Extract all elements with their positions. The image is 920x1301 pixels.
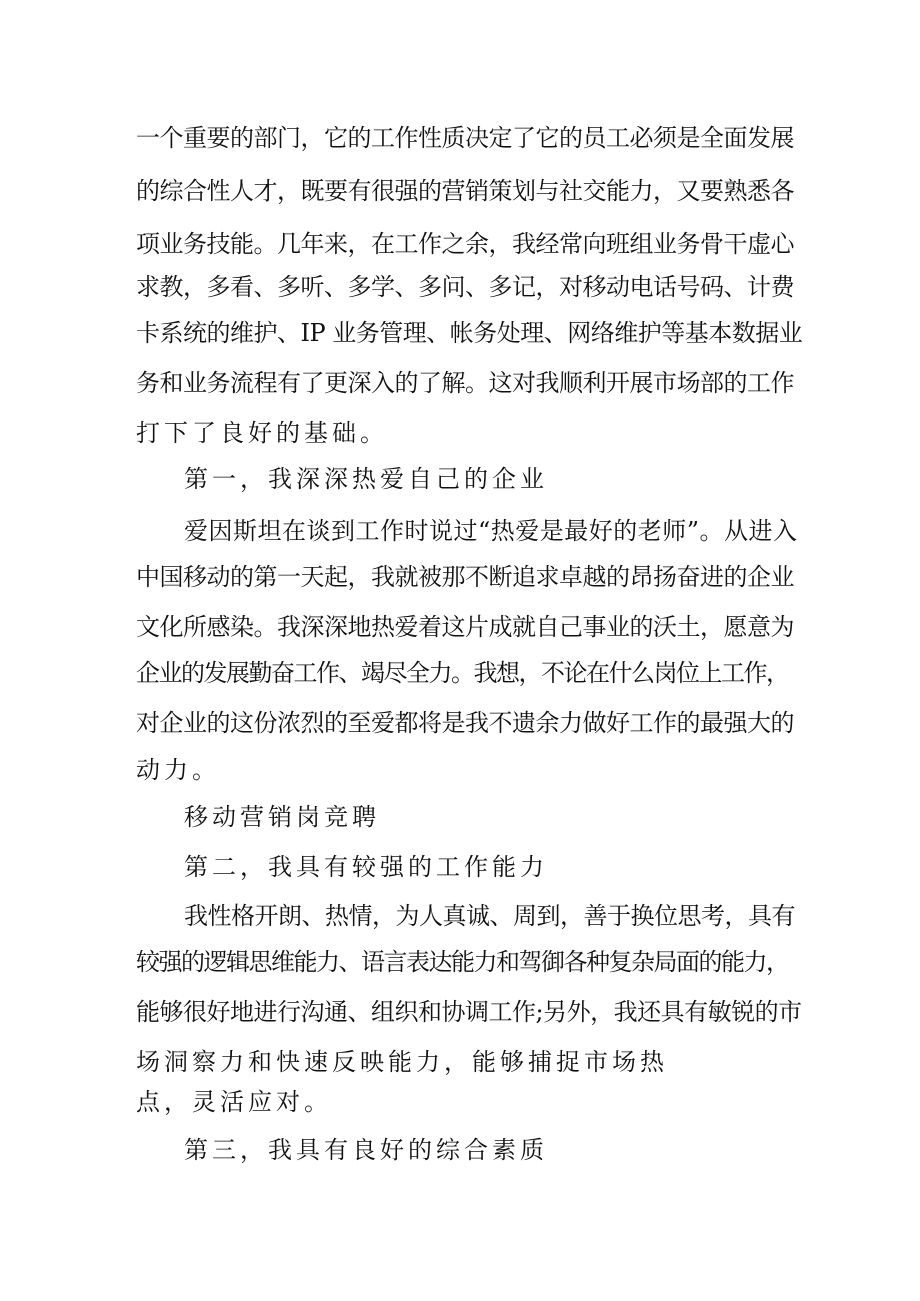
text-line: 爱因斯坦在谈到工作时说过“热爱是最好的老师”。从进入 [184, 517, 798, 545]
section-heading: 第二，我具有较强的工作能力 [184, 853, 548, 881]
text-line: 动力。 [136, 756, 220, 784]
text-line: 的综合性人才，既要有很强的营销策划与社交能力，又要熟悉各 [136, 177, 794, 205]
text-line: 打下了良好的基础。 [136, 419, 388, 447]
section-heading: 第三，我具有良好的综合素质 [184, 1136, 548, 1164]
text-line: 中国移动的第一天起，我就被那不断追求卓越的昂扬奋进的企业 [136, 563, 794, 591]
text-line: 较强的逻辑思维能力、语言表达能力和驾御各种复杂局面的能力， [136, 948, 789, 976]
text-line: 我性格开朗、热情，为人真诚、周到，善于换位思考，具有 [184, 902, 795, 930]
text-line: 场洞察力和快速反映能力，能够捕捉市场热 [136, 1048, 668, 1076]
text-line: 文化所感染。我深深地热爱着这片成就自己事业的沃土，愿意为 [136, 613, 794, 641]
text-line: 一个重要的部门，它的工作性质决定了它的员工必须是全面发展 [136, 124, 794, 152]
text-line: 对企业的这份浓烈的至爱都将是我不遗余力做好工作的最强大的 [136, 709, 794, 737]
text-line: 点，灵活应对。 [136, 1088, 332, 1116]
text-line: 务和业务流程有了更深入的了解。这对我顺利开展市场部的工作 [136, 369, 794, 397]
text-line: 能够很好地进行沟通、组织和协调工作;另外，我还具有敏锐的市 [136, 998, 802, 1026]
text-line: 求教，多看、多听、多学、多问、多记，对移动电话号码、计费 [136, 273, 794, 301]
section-heading: 第一，我深深热爱自己的企业 [184, 465, 548, 493]
text-line: 企业的发展勤奋工作、竭尽全力。我想，不论在什么岗位上工作， [136, 659, 789, 687]
section-title: 移动营销岗竞聘 [184, 803, 380, 831]
text-line: 卡系统的维护、IP 业务管理、帐务处理、网络维护等基本数据业 [136, 319, 803, 347]
text-line: 项业务技能。几年来，在工作之余，我经常向班组业务骨干虚心 [136, 230, 794, 258]
